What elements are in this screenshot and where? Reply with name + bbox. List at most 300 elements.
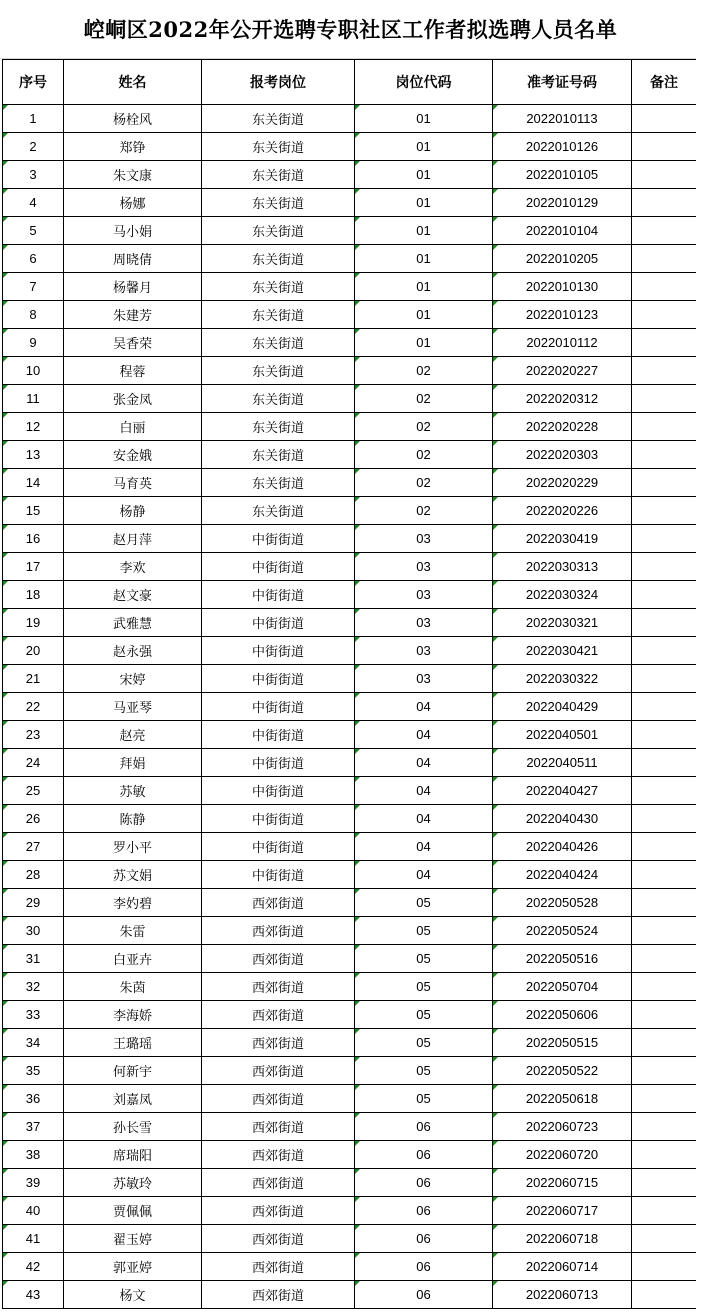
- cell-post[interactable]: 西郊街道: [202, 1029, 355, 1057]
- cell-post[interactable]: 西郊街道: [202, 1113, 355, 1141]
- table-row: [3, 245, 697, 273]
- cell-ticket-number[interactable]: 2022010126: [493, 133, 632, 161]
- table-row: [3, 973, 697, 1001]
- cell-index[interactable]: 10: [3, 357, 64, 385]
- cell-ticket-number[interactable]: 2022060718: [493, 1225, 632, 1253]
- cell-ticket-number[interactable]: 2022040426: [493, 833, 632, 861]
- cell-ticket-number[interactable]: 2022010112: [493, 329, 632, 357]
- cell-index[interactable]: 43: [3, 1281, 64, 1309]
- cell-remarks[interactable]: [632, 385, 697, 413]
- cell-name[interactable]: 席瑞阳: [64, 1141, 202, 1169]
- cell-name[interactable]: 马小娟: [64, 217, 202, 245]
- cell-ticket-number[interactable]: 2022030313: [493, 553, 632, 581]
- table-row: [3, 1057, 697, 1085]
- cell-post-code[interactable]: 01: [355, 329, 493, 357]
- cell-index[interactable]: 38: [3, 1141, 64, 1169]
- cell-index[interactable]: 34: [3, 1029, 64, 1057]
- cell-ticket-number[interactable]: 2022010130: [493, 273, 632, 301]
- cell-index[interactable]: 11: [3, 385, 64, 413]
- cell-name[interactable]: 王璐瑶: [64, 1029, 202, 1057]
- cell-remarks[interactable]: [632, 1057, 697, 1085]
- cell-ticket-number[interactable]: 2022040429: [493, 693, 632, 721]
- cell-post-code[interactable]: 05: [355, 889, 493, 917]
- table-row: [3, 861, 697, 889]
- cell-name[interactable]: 杨文: [64, 1281, 202, 1309]
- cell-post[interactable]: 西郊街道: [202, 1057, 355, 1085]
- cell-post[interactable]: 东关街道: [202, 413, 355, 441]
- cell-name[interactable]: 白丽: [64, 413, 202, 441]
- cell-post-code[interactable]: 06: [355, 1169, 493, 1197]
- cell-index[interactable]: 39: [3, 1169, 64, 1197]
- cell-post-code[interactable]: 04: [355, 833, 493, 861]
- table-row: [3, 581, 697, 609]
- cell-remarks[interactable]: [632, 1113, 697, 1141]
- cell-post[interactable]: 西郊街道: [202, 1141, 355, 1169]
- cell-remarks[interactable]: [632, 861, 697, 889]
- cell-index[interactable]: 19: [3, 609, 64, 637]
- cell-index[interactable]: 15: [3, 497, 64, 525]
- cell-post[interactable]: 中街街道: [202, 693, 355, 721]
- cell-index[interactable]: 1: [3, 105, 64, 133]
- cell-post-code[interactable]: 01: [355, 161, 493, 189]
- cell-name[interactable]: 程蓉: [64, 357, 202, 385]
- cell-post-code[interactable]: 03: [355, 609, 493, 637]
- cell-remarks[interactable]: [632, 105, 697, 133]
- cell-post[interactable]: 东关街道: [202, 133, 355, 161]
- cell-remarks[interactable]: [632, 497, 697, 525]
- cell-post-code[interactable]: 03: [355, 581, 493, 609]
- document-title: 崆峒区2022年公开选聘专职社区工作者拟选聘人员名单: [0, 0, 701, 59]
- cell-post-code[interactable]: 06: [355, 1197, 493, 1225]
- table-row: [3, 1141, 697, 1169]
- cell-post[interactable]: 东关街道: [202, 161, 355, 189]
- cell-index[interactable]: 12: [3, 413, 64, 441]
- cell-post-code[interactable]: 06: [355, 1225, 493, 1253]
- cell-index[interactable]: 40: [3, 1197, 64, 1225]
- table-row: [3, 1253, 697, 1281]
- cell-post-code[interactable]: 05: [355, 945, 493, 973]
- table-row: [3, 889, 697, 917]
- cell-post[interactable]: 西郊街道: [202, 1253, 355, 1281]
- cell-post[interactable]: 中街街道: [202, 805, 355, 833]
- cell-name[interactable]: 郭亚婷: [64, 1253, 202, 1281]
- table-body: [3, 105, 697, 1309]
- cell-ticket-number[interactable]: 2022020228: [493, 413, 632, 441]
- cell-post-code[interactable]: 04: [355, 721, 493, 749]
- cell-name[interactable]: 李妁碧: [64, 889, 202, 917]
- cell-post[interactable]: 东关街道: [202, 357, 355, 385]
- cell-ticket-number[interactable]: 2022020227: [493, 357, 632, 385]
- cell-remarks[interactable]: [632, 805, 697, 833]
- cell-post-code[interactable]: 05: [355, 1001, 493, 1029]
- cell-post[interactable]: 中街街道: [202, 665, 355, 693]
- cell-post-code[interactable]: 01: [355, 133, 493, 161]
- cell-remarks[interactable]: [632, 1029, 697, 1057]
- cell-name[interactable]: 杨娜: [64, 189, 202, 217]
- cell-remarks[interactable]: [632, 1281, 697, 1309]
- cell-remarks[interactable]: [632, 581, 697, 609]
- cell-ticket-number[interactable]: 2022010205: [493, 245, 632, 273]
- cell-post-code[interactable]: 01: [355, 105, 493, 133]
- cell-post-code[interactable]: 01: [355, 273, 493, 301]
- cell-post-code[interactable]: 06: [355, 1141, 493, 1169]
- cell-post-code[interactable]: 05: [355, 1057, 493, 1085]
- cell-remarks[interactable]: [632, 301, 697, 329]
- cell-index[interactable]: 20: [3, 637, 64, 665]
- cell-post-code[interactable]: 02: [355, 469, 493, 497]
- cell-post-code[interactable]: 03: [355, 665, 493, 693]
- cell-index[interactable]: 35: [3, 1057, 64, 1085]
- cell-index[interactable]: 27: [3, 833, 64, 861]
- cell-name[interactable]: 李海娇: [64, 1001, 202, 1029]
- cell-remarks[interactable]: [632, 665, 697, 693]
- cell-remarks[interactable]: [632, 945, 697, 973]
- cell-name[interactable]: 赵亮: [64, 721, 202, 749]
- cell-remarks[interactable]: [632, 329, 697, 357]
- cell-index[interactable]: 26: [3, 805, 64, 833]
- cell-ticket-number[interactable]: 2022030324: [493, 581, 632, 609]
- cell-remarks[interactable]: [632, 1001, 697, 1029]
- cell-name[interactable]: 翟玉婷: [64, 1225, 202, 1253]
- cell-ticket-number[interactable]: 2022030322: [493, 665, 632, 693]
- cell-remarks[interactable]: [632, 917, 697, 945]
- cell-name[interactable]: 苏敏玲: [64, 1169, 202, 1197]
- cell-name[interactable]: 张金凤: [64, 385, 202, 413]
- table-row: [3, 553, 697, 581]
- cell-index[interactable]: 18: [3, 581, 64, 609]
- cell-remarks[interactable]: [632, 525, 697, 553]
- cell-post[interactable]: 西郊街道: [202, 1281, 355, 1309]
- cell-remarks[interactable]: [632, 161, 697, 189]
- cell-ticket-number[interactable]: 2022010105: [493, 161, 632, 189]
- table-row: [3, 665, 697, 693]
- header-remarks[interactable]: 备注: [632, 60, 697, 105]
- cell-ticket-number[interactable]: 2022030421: [493, 637, 632, 665]
- table-row: [3, 1197, 697, 1225]
- cell-name[interactable]: 贾佩佩: [64, 1197, 202, 1225]
- cell-name[interactable]: 朱雷: [64, 917, 202, 945]
- cell-post-code[interactable]: 05: [355, 1029, 493, 1057]
- cell-ticket-number[interactable]: 2022050515: [493, 1029, 632, 1057]
- cell-index[interactable]: 4: [3, 189, 64, 217]
- cell-remarks[interactable]: [632, 1169, 697, 1197]
- cell-name[interactable]: 李欢: [64, 553, 202, 581]
- cell-remarks[interactable]: [632, 441, 697, 469]
- cell-index[interactable]: 30: [3, 917, 64, 945]
- cell-post[interactable]: 东关街道: [202, 497, 355, 525]
- cell-post[interactable]: 西郊街道: [202, 917, 355, 945]
- cell-remarks[interactable]: [632, 413, 697, 441]
- cell-name[interactable]: 刘嘉凤: [64, 1085, 202, 1113]
- cell-index[interactable]: 36: [3, 1085, 64, 1113]
- cell-name[interactable]: 朱茵: [64, 973, 202, 1001]
- cell-post[interactable]: 东关街道: [202, 217, 355, 245]
- cell-post[interactable]: 中街街道: [202, 749, 355, 777]
- cell-ticket-number[interactable]: 2022050528: [493, 889, 632, 917]
- cell-post[interactable]: 东关街道: [202, 273, 355, 301]
- cell-post[interactable]: 西郊街道: [202, 889, 355, 917]
- cell-post[interactable]: 中街街道: [202, 525, 355, 553]
- cell-remarks[interactable]: [632, 357, 697, 385]
- cell-ticket-number[interactable]: 2022060715: [493, 1169, 632, 1197]
- header-post-code[interactable]: 岗位代码: [355, 60, 493, 105]
- cell-post[interactable]: 西郊街道: [202, 1225, 355, 1253]
- cell-post[interactable]: 东关街道: [202, 189, 355, 217]
- cell-post[interactable]: 中街街道: [202, 609, 355, 637]
- table-row: [3, 413, 697, 441]
- table-row: [3, 441, 697, 469]
- cell-remarks[interactable]: [632, 889, 697, 917]
- cell-name[interactable]: 武雅慧: [64, 609, 202, 637]
- table-row: [3, 609, 697, 637]
- cell-remarks[interactable]: [632, 1085, 697, 1113]
- cell-remarks[interactable]: [632, 1253, 697, 1281]
- cell-ticket-number[interactable]: 2022040511: [493, 749, 632, 777]
- cell-post-code[interactable]: 05: [355, 1085, 493, 1113]
- table-row: [3, 1281, 697, 1309]
- cell-post-code[interactable]: 01: [355, 245, 493, 273]
- cell-index[interactable]: 16: [3, 525, 64, 553]
- cell-post-code[interactable]: 05: [355, 973, 493, 1001]
- cell-index[interactable]: 33: [3, 1001, 64, 1029]
- header-post[interactable]: 报考岗位: [202, 60, 355, 105]
- table-row: [3, 917, 697, 945]
- cell-index[interactable]: 5: [3, 217, 64, 245]
- cell-index[interactable]: 41: [3, 1225, 64, 1253]
- cell-remarks[interactable]: [632, 833, 697, 861]
- cell-ticket-number[interactable]: 2022050516: [493, 945, 632, 973]
- cell-name[interactable]: 拜娟: [64, 749, 202, 777]
- cell-index[interactable]: 23: [3, 721, 64, 749]
- cell-name[interactable]: 周晓倩: [64, 245, 202, 273]
- cell-index[interactable]: 9: [3, 329, 64, 357]
- cell-index[interactable]: 32: [3, 973, 64, 1001]
- cell-ticket-number[interactable]: 2022050606: [493, 1001, 632, 1029]
- table-row: [3, 1225, 697, 1253]
- table-row: [3, 329, 697, 357]
- table-row: [3, 693, 697, 721]
- cell-post-code[interactable]: 03: [355, 553, 493, 581]
- cell-post-code[interactable]: 06: [355, 1281, 493, 1309]
- cell-post[interactable]: 东关街道: [202, 385, 355, 413]
- cell-index[interactable]: 8: [3, 301, 64, 329]
- cell-remarks[interactable]: [632, 133, 697, 161]
- cell-post-code[interactable]: 02: [355, 413, 493, 441]
- cell-name[interactable]: 白亚卉: [64, 945, 202, 973]
- cell-index[interactable]: 2: [3, 133, 64, 161]
- cell-remarks[interactable]: [632, 1225, 697, 1253]
- cell-ticket-number[interactable]: 2022040430: [493, 805, 632, 833]
- cell-name[interactable]: 宋婷: [64, 665, 202, 693]
- cell-post-code[interactable]: 02: [355, 497, 493, 525]
- cell-ticket-number[interactable]: 2022040427: [493, 777, 632, 805]
- cell-post-code[interactable]: 04: [355, 861, 493, 889]
- cell-index[interactable]: 7: [3, 273, 64, 301]
- cell-post[interactable]: 西郊街道: [202, 1197, 355, 1225]
- cell-post[interactable]: 中街街道: [202, 581, 355, 609]
- cell-index[interactable]: 25: [3, 777, 64, 805]
- cell-name[interactable]: 马亚琴: [64, 693, 202, 721]
- cell-remarks[interactable]: [632, 469, 697, 497]
- cell-post[interactable]: 东关街道: [202, 245, 355, 273]
- cell-post[interactable]: 西郊街道: [202, 1001, 355, 1029]
- table-row: [3, 525, 697, 553]
- cell-post-code[interactable]: 04: [355, 693, 493, 721]
- table-row: [3, 1085, 697, 1113]
- cell-post[interactable]: 东关街道: [202, 105, 355, 133]
- cell-name[interactable]: 朱建芳: [64, 301, 202, 329]
- cell-ticket-number[interactable]: 2022010113: [493, 105, 632, 133]
- cell-name[interactable]: 杨栓风: [64, 105, 202, 133]
- cell-name[interactable]: 苏文娟: [64, 861, 202, 889]
- cell-remarks[interactable]: [632, 749, 697, 777]
- cell-remarks[interactable]: [632, 553, 697, 581]
- cell-ticket-number[interactable]: 2022010123: [493, 301, 632, 329]
- cell-ticket-number[interactable]: 2022020312: [493, 385, 632, 413]
- table-row: [3, 1113, 697, 1141]
- cell-ticket-number[interactable]: 2022030419: [493, 525, 632, 553]
- cell-post[interactable]: 中街街道: [202, 553, 355, 581]
- cell-remarks[interactable]: [632, 609, 697, 637]
- table-row: [3, 357, 697, 385]
- cell-index[interactable]: 42: [3, 1253, 64, 1281]
- cell-index[interactable]: 29: [3, 889, 64, 917]
- cell-remarks[interactable]: [632, 637, 697, 665]
- window-edge: [696, 0, 701, 1312]
- cell-index[interactable]: 17: [3, 553, 64, 581]
- cell-remarks[interactable]: [632, 1141, 697, 1169]
- candidate-table: [2, 59, 697, 1309]
- cell-post[interactable]: 西郊街道: [202, 973, 355, 1001]
- cell-index[interactable]: 28: [3, 861, 64, 889]
- cell-index[interactable]: 13: [3, 441, 64, 469]
- cell-post-code[interactable]: 01: [355, 189, 493, 217]
- table-row: [3, 833, 697, 861]
- cell-index[interactable]: 31: [3, 945, 64, 973]
- cell-post[interactable]: 西郊街道: [202, 1169, 355, 1197]
- cell-ticket-number[interactable]: 2022040424: [493, 861, 632, 889]
- cell-post-code[interactable]: 04: [355, 805, 493, 833]
- cell-post-code[interactable]: 04: [355, 777, 493, 805]
- header-row: [3, 60, 697, 105]
- cell-name[interactable]: 赵月萍: [64, 525, 202, 553]
- cell-index[interactable]: 22: [3, 693, 64, 721]
- cell-remarks[interactable]: [632, 777, 697, 805]
- table-row: [3, 721, 697, 749]
- cell-post[interactable]: 中街街道: [202, 637, 355, 665]
- cell-name[interactable]: 郑铮: [64, 133, 202, 161]
- cell-ticket-number[interactable]: 2022050522: [493, 1057, 632, 1085]
- cell-remarks[interactable]: [632, 721, 697, 749]
- cell-post[interactable]: 东关街道: [202, 441, 355, 469]
- cell-post-code[interactable]: 03: [355, 637, 493, 665]
- cell-name[interactable]: 安金娥: [64, 441, 202, 469]
- cell-post[interactable]: 中街街道: [202, 833, 355, 861]
- cell-ticket-number[interactable]: 2022050704: [493, 973, 632, 1001]
- cell-post-code[interactable]: 02: [355, 385, 493, 413]
- cell-remarks[interactable]: [632, 245, 697, 273]
- cell-post-code[interactable]: 06: [355, 1113, 493, 1141]
- cell-post[interactable]: 中街街道: [202, 861, 355, 889]
- cell-post[interactable]: 东关街道: [202, 301, 355, 329]
- cell-remarks[interactable]: [632, 189, 697, 217]
- header-ticket-number[interactable]: 准考证号码: [493, 60, 632, 105]
- header-name[interactable]: 姓名: [64, 60, 202, 105]
- table-row: [3, 777, 697, 805]
- table-row: [3, 805, 697, 833]
- cell-index[interactable]: 6: [3, 245, 64, 273]
- cell-name[interactable]: 马育英: [64, 469, 202, 497]
- header-index[interactable]: 序号: [3, 60, 64, 105]
- cell-ticket-number[interactable]: 2022020226: [493, 497, 632, 525]
- table-row: [3, 133, 697, 161]
- cell-remarks[interactable]: [632, 273, 697, 301]
- cell-name[interactable]: 孙长雪: [64, 1113, 202, 1141]
- cell-remarks[interactable]: [632, 217, 697, 245]
- cell-name[interactable]: 赵文豪: [64, 581, 202, 609]
- cell-post-code[interactable]: 04: [355, 749, 493, 777]
- cell-post[interactable]: 东关街道: [202, 329, 355, 357]
- cell-index[interactable]: 24: [3, 749, 64, 777]
- cell-ticket-number[interactable]: 2022010129: [493, 189, 632, 217]
- cell-post-code[interactable]: 05: [355, 917, 493, 945]
- cell-post-code[interactable]: 01: [355, 301, 493, 329]
- cell-post-code[interactable]: 01: [355, 217, 493, 245]
- cell-name[interactable]: 吴香荣: [64, 329, 202, 357]
- cell-index[interactable]: 3: [3, 161, 64, 189]
- cell-name[interactable]: 苏敏: [64, 777, 202, 805]
- cell-post[interactable]: 中街街道: [202, 721, 355, 749]
- cell-remarks[interactable]: [632, 1197, 697, 1225]
- cell-ticket-number[interactable]: 2022060714: [493, 1253, 632, 1281]
- cell-index[interactable]: 37: [3, 1113, 64, 1141]
- cell-name[interactable]: 陈静: [64, 805, 202, 833]
- cell-remarks[interactable]: [632, 973, 697, 1001]
- cell-post-code[interactable]: 02: [355, 441, 493, 469]
- cell-post-code[interactable]: 06: [355, 1253, 493, 1281]
- cell-ticket-number[interactable]: 2022050618: [493, 1085, 632, 1113]
- cell-post[interactable]: 东关街道: [202, 469, 355, 497]
- table-row: [3, 301, 697, 329]
- cell-ticket-number[interactable]: 2022060713: [493, 1281, 632, 1309]
- cell-name[interactable]: 何新宇: [64, 1057, 202, 1085]
- cell-name[interactable]: 罗小平: [64, 833, 202, 861]
- cell-post[interactable]: 西郊街道: [202, 1085, 355, 1113]
- cell-ticket-number[interactable]: 2022040501: [493, 721, 632, 749]
- cell-post-code[interactable]: 02: [355, 357, 493, 385]
- cell-post[interactable]: 西郊街道: [202, 945, 355, 973]
- cell-name[interactable]: 杨静: [64, 497, 202, 525]
- cell-remarks[interactable]: [632, 693, 697, 721]
- table-row: [3, 161, 697, 189]
- cell-name[interactable]: 杨馨月: [64, 273, 202, 301]
- cell-ticket-number[interactable]: 2022060720: [493, 1141, 632, 1169]
- cell-name[interactable]: 朱文康: [64, 161, 202, 189]
- cell-name[interactable]: 赵永强: [64, 637, 202, 665]
- cell-ticket-number[interactable]: 2022060723: [493, 1113, 632, 1141]
- cell-ticket-number[interactable]: 2022060717: [493, 1197, 632, 1225]
- cell-ticket-number[interactable]: 2022020229: [493, 469, 632, 497]
- cell-index[interactable]: 21: [3, 665, 64, 693]
- cell-ticket-number[interactable]: 2022030321: [493, 609, 632, 637]
- cell-index[interactable]: 14: [3, 469, 64, 497]
- cell-ticket-number[interactable]: 2022050524: [493, 917, 632, 945]
- cell-post-code[interactable]: 03: [355, 525, 493, 553]
- cell-ticket-number[interactable]: 2022020303: [493, 441, 632, 469]
- cell-post[interactable]: 中街街道: [202, 777, 355, 805]
- cell-ticket-number[interactable]: 2022010104: [493, 217, 632, 245]
- table-row: [3, 217, 697, 245]
